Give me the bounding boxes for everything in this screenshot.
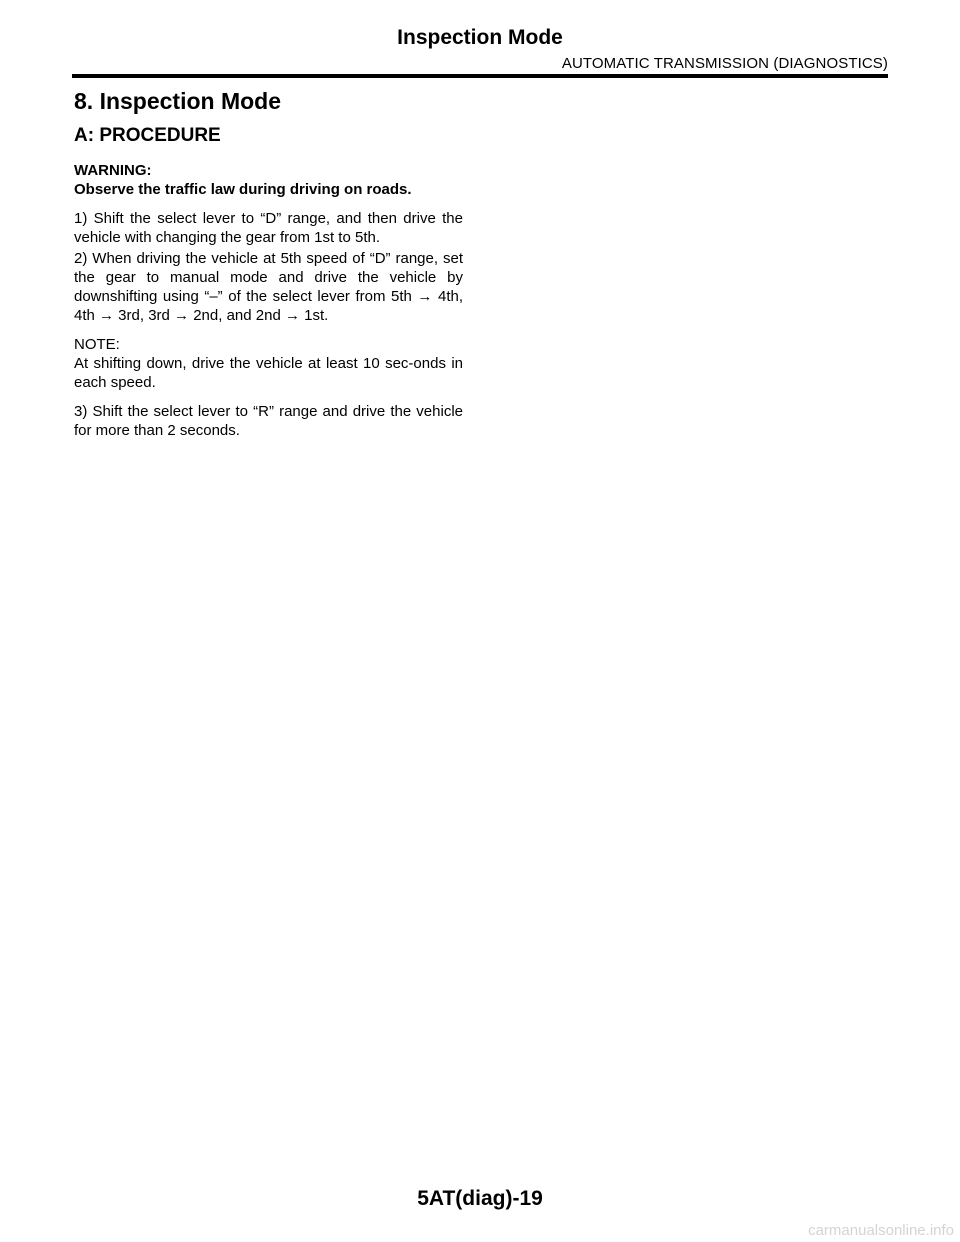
step-1: 1) Shift the select lever to “D” range, and then drive the vehicle with changing the gear from 1st to 5th. xyxy=(74,210,463,246)
section-heading: 8. Inspection Mode xyxy=(74,88,282,114)
procedure-heading: A: PROCEDURE xyxy=(74,125,221,146)
header-title: Inspection Mode xyxy=(397,26,563,49)
note-text: At shifting down, drive the vehicle at least 10 sec-onds in each speed. xyxy=(74,355,463,391)
step-2: 2) When driving the vehicle at 5th speed of “D” range, set the gear to manual mode and drive the vehicle by downshifting using “–” of the select lever from 5th → 4th, 4th → 3rd, 3rd → 2nd, and 2nd → 1st. xyxy=(74,250,463,324)
header-subtitle: AUTOMATIC TRANSMISSION (DIAGNOSTICS) xyxy=(561,55,888,72)
watermark: carmanualsonline.info xyxy=(808,1222,954,1239)
note-label: NOTE: xyxy=(74,336,120,353)
warning-label: WARNING: xyxy=(74,162,152,179)
warning-text: Observe the traffic law during driving on roads. xyxy=(74,181,412,198)
header-divider xyxy=(72,74,888,78)
page-number: 5AT(diag)-19 xyxy=(417,1187,543,1210)
step-3: 3) Shift the select lever to “R” range and drive the vehicle for more than 2 seconds. xyxy=(74,403,463,439)
main-content xyxy=(74,86,463,440)
